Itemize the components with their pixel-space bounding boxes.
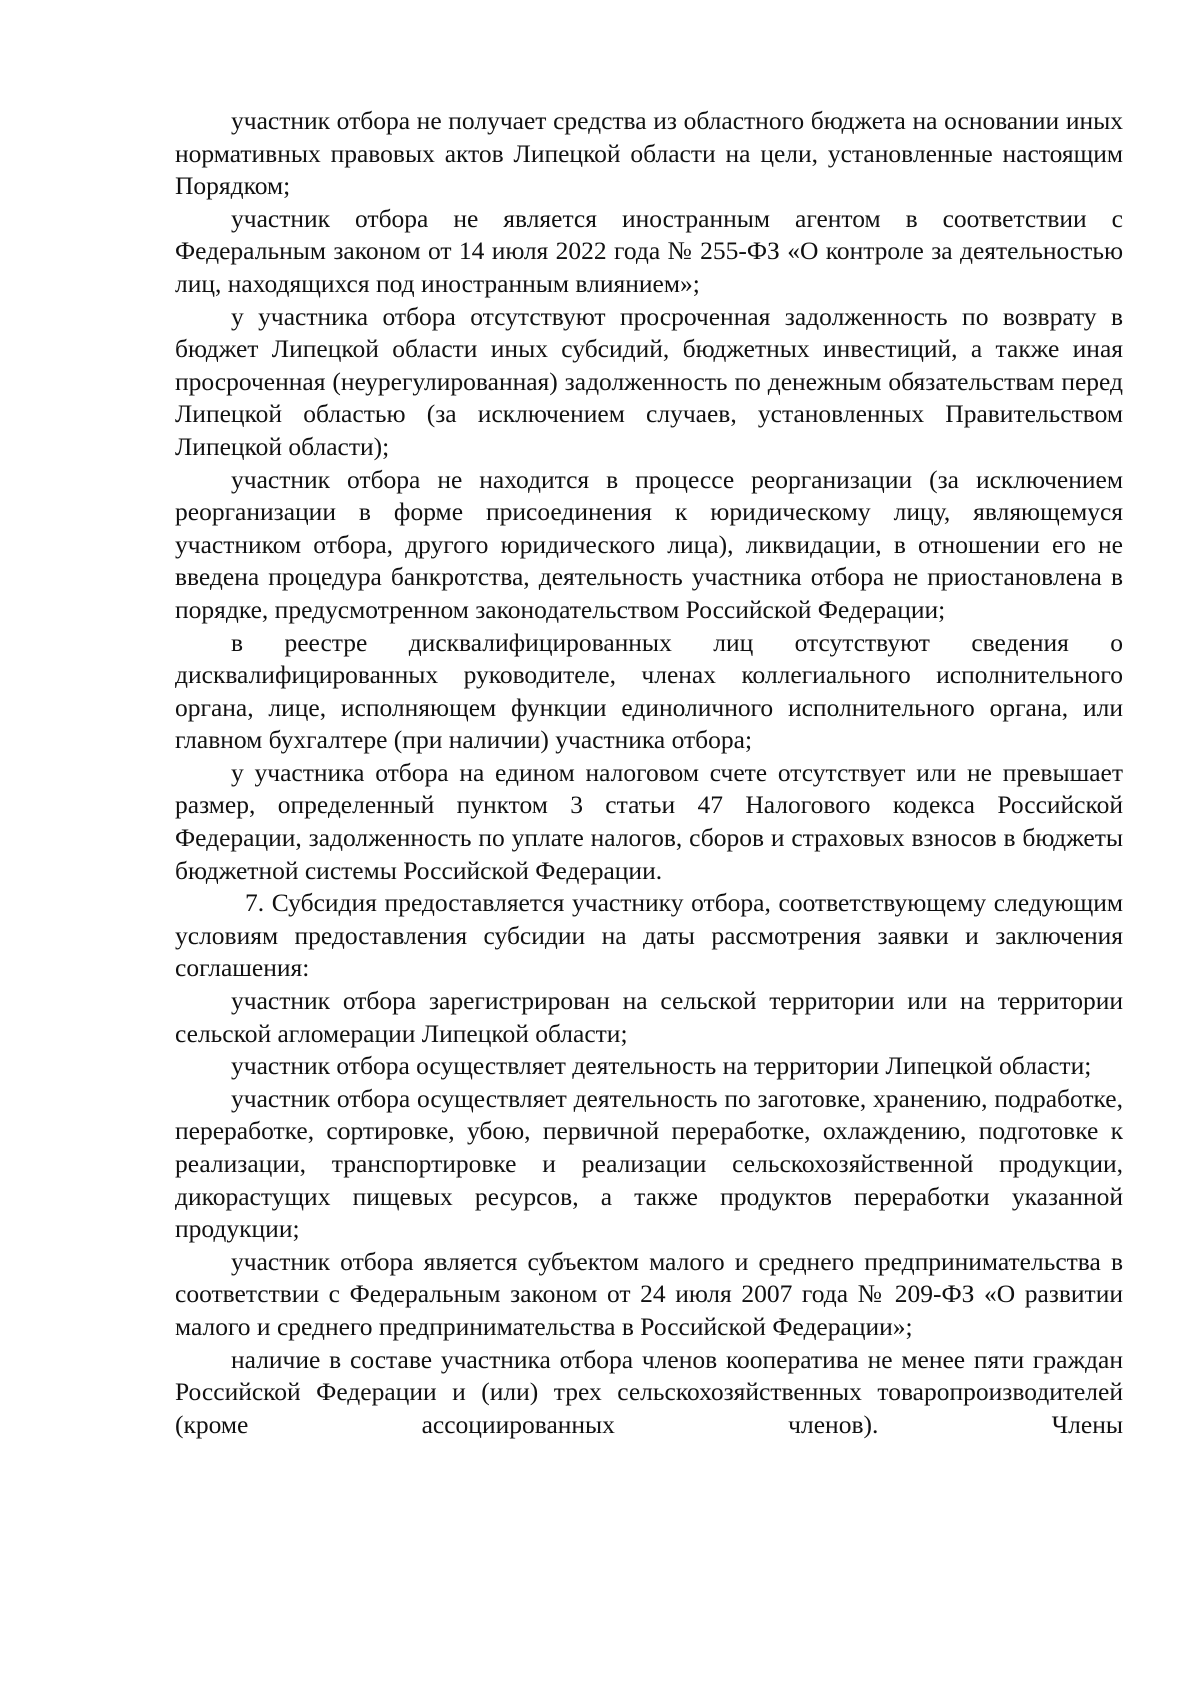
paragraph-activity-types: участник отбора осуществляет деятельность по заготовке, хранению, подработке, переработке, сортировке, убою, первичной переработке, охлаждению, подготовке к реализации, транспортировке и реализации сельскохозяйственной продукции, дикорастущих пищевых ресурсов, а также продуктов переработки указанной продукции; bbox=[175, 1083, 1123, 1244]
paragraph-foreign-agent: участник отбора не является иностранным агентом в соответствии с Федеральным законом от 14 июля 2022 года № 255-ФЗ «О контроле за деятельностью лиц, находящихся под иностранным влиянием»; bbox=[175, 203, 1123, 298]
paragraph-sme-status: участник отбора является субъектом малого и среднего предпринимательства в соответствии с Федеральным законом от 24 июля 2007 года № 209-ФЗ «О развитии малого и среднего предпринимательства в Российской Федерации»; bbox=[175, 1246, 1123, 1341]
paragraph-reorganization: участник отбора не находится в процессе реорганизации (за исключением реорганизации в форме присоединения к юридическому лицу, являющемуся участником отбора, другого юридического лица), ликвидации, в отношении его не введена процедура банкротства, деятельность участника отбора не приостановлена в порядке, предусмотренном законодательством Российской Федерации; bbox=[175, 464, 1123, 624]
paragraph-tax-debt: у участника отбора на едином налоговом счете отсутствует или не превышает размер, определенный пунктом 3 статьи 47 Налогового кодекса Российской Федерации, задолженность по уплате налогов, сборов и страховых взносов в бюджеты бюджетной системы Российской Федерации. bbox=[175, 757, 1123, 885]
paragraph-overdue-debt: у участника отбора отсутствуют просроченная задолженность по возврату в бюджет Липецкой области иных субсидий, бюджетных инвестиций, а также иная просроченная (неурегулированная) задолженность по денежным обязательствам перед Липецкой областью (за исключением случаев, установленных Правительством Липецкой области); bbox=[175, 301, 1123, 461]
document-page bbox=[175, 105, 1123, 1441]
paragraph-rural-registration: участник отбора зарегистрирован на сельской территории или на территории сельской агломерации Липецкой области; bbox=[175, 986, 1123, 1048]
paragraph-activity-territory: участник отбора осуществляет деятельность на территории Липецкой области; bbox=[231, 1051, 1092, 1081]
paragraph-disqualified-persons: в реестре дисквалифицированных лиц отсутствуют сведения о дисквалифицированных руководителе, членах коллегиального исполнительного органа, лице, исполняющем функции единоличного исполнительного органа, или главном бухгалтере (при наличии) участника отбора; bbox=[175, 627, 1123, 755]
paragraph-cooperative-members: наличие в составе участника отбора членов кооператива не менее пяти граждан Российской Федерации и (или) трех сельскохозяйственных товаропроизводителей (кроме ассоциированных членов). Члены bbox=[175, 1344, 1123, 1439]
paragraph-item-7: 7. Субсидия предоставляется участнику отбора, соответствующему следующим условиям предоставления субсидии на даты рассмотрения заявки и заключения соглашения: bbox=[175, 888, 1123, 983]
paragraph-budget-funds: участник отбора не получает средства из областного бюджета на основании иных нормативных правовых актов Липецкой области на цели, установленные настоящим Порядком; bbox=[175, 106, 1123, 201]
